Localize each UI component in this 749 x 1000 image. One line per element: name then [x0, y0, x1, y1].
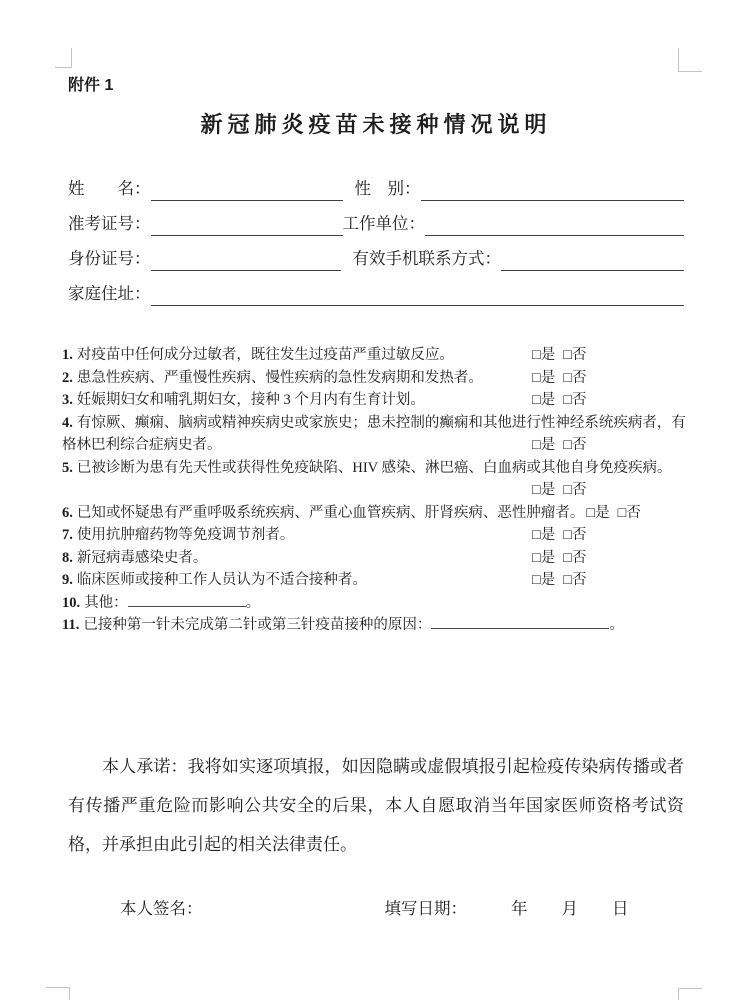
item-9-checkboxes: [532, 569, 587, 592]
address-field[interactable]: [151, 283, 685, 306]
name-gender-row: [68, 166, 684, 201]
item-number: 1.: [62, 347, 73, 363]
no-checkbox[interactable]: □否: [563, 549, 587, 566]
item-text: 已接种第一针未完成第二针或第三针疫苗接种的原因：: [83, 617, 432, 633]
date-label: 填写日期：: [384, 898, 467, 918]
name-label: 姓 名：: [68, 179, 151, 198]
examid-workunit-row: [68, 201, 684, 236]
list-item-10: [62, 592, 690, 615]
month-label: 月: [561, 898, 578, 918]
item-tail: 。: [245, 594, 261, 611]
list-item-1: [62, 344, 690, 367]
item-text: 妊娠期妇女和哺乳期妇女，接种 3 个月内有生育计划。: [76, 392, 425, 408]
no-checkbox[interactable]: □否: [563, 572, 587, 588]
phone-label: 有效手机联系方式：: [352, 249, 501, 268]
list-item-3: [62, 389, 690, 412]
item-number: 5.: [62, 459, 73, 476]
item-text: 有惊厥、癫痫、脑病或精神疾病史或家族史；患未控制的癫痫和其他进行性神经系统疾病者，有格林巴利综合症病史者。: [62, 414, 686, 453]
item-number: 6.: [62, 504, 73, 521]
yes-checkbox[interactable]: □是: [532, 572, 556, 588]
no-checkbox[interactable]: □否: [563, 482, 587, 498]
yes-checkbox[interactable]: □是: [532, 527, 556, 543]
pledge-paragraph: 本人承诺：我将如实逐项填报，如因隐瞒或虚假填报引起检疫传染病传播或者有传播严重危险而影响公共安全的后果，本人自愿取消当年国家医师资格考试资格，并承担由此引起的相关法律责任。: [68, 756, 684, 854]
phone-field[interactable]: [501, 248, 684, 271]
sign-label: 本人签名：: [120, 898, 203, 918]
item-text: 使用抗肿瘤药物等免疫调节剂者。: [76, 527, 295, 543]
address-row: [68, 271, 684, 306]
item-text: 患急性疾病、严重慢性疾病、慢性疾病的急性发病期和发热者。: [76, 369, 483, 386]
item-tail: 。: [609, 617, 624, 633]
list-item-11: [62, 614, 690, 637]
day-label: 日: [612, 898, 629, 918]
item-number: 3.: [62, 392, 73, 408]
personal-info-section: [68, 166, 684, 306]
item-number: 9.: [62, 572, 73, 588]
yes-checkbox[interactable]: □是: [532, 437, 556, 453]
list-item-4: [62, 412, 690, 457]
reason-field[interactable]: [431, 614, 609, 629]
no-checkbox[interactable]: □否: [563, 527, 587, 543]
name-field[interactable]: [151, 178, 343, 201]
item-4-checkboxes: [532, 434, 587, 457]
list-item-2: [62, 367, 690, 390]
document-content: [62, 0, 686, 921]
signature-row: [68, 897, 684, 921]
no-checkbox[interactable]: □否: [563, 437, 587, 453]
item-1-checkboxes: [532, 344, 587, 367]
item-8-checkboxes: [532, 547, 587, 570]
id-number-field[interactable]: [151, 248, 341, 271]
list-item-7: [62, 524, 690, 547]
gender-label: 性 别：: [354, 179, 421, 198]
yes-checkbox[interactable]: □是: [532, 549, 556, 566]
item-text: 临床医师或接种工作人员认为不适合接种者。: [76, 572, 367, 588]
year-label: 年: [511, 898, 528, 918]
item-text: 已知或怀疑患有严重呼吸系统疾病、严重心血管疾病、肝肾疾病、恶性肿瘤者。: [76, 504, 585, 521]
work-unit-label: 工作单位：: [342, 214, 425, 233]
list-item-5: [62, 457, 690, 480]
yes-checkbox[interactable]: □是: [586, 504, 610, 521]
no-checkbox[interactable]: □否: [563, 369, 587, 386]
item-7-checkboxes: [532, 524, 587, 547]
item-text: 对疫苗中任何成分过敏者，既往发生过疫苗严重过敏反应。: [76, 347, 454, 363]
item-2-checkboxes: [532, 367, 587, 390]
idnumber-phone-row: [68, 236, 684, 271]
list-item-8: [62, 547, 690, 570]
item-number: 2.: [62, 369, 73, 386]
item-number: 8.: [62, 549, 73, 566]
item-text: 其他：: [84, 594, 128, 611]
attachment-label: 附件 1: [68, 77, 114, 94]
crop-mark-bottom-left: [46, 987, 70, 1000]
page-title: 新冠肺炎疫苗未接种情况说明: [200, 112, 552, 137]
item-number: 4.: [62, 414, 73, 431]
item-3-checkboxes: [532, 389, 587, 412]
item-number: 11.: [62, 617, 80, 633]
yes-checkbox[interactable]: □是: [532, 369, 556, 386]
item-6-checkboxes: [586, 505, 641, 521]
item-text: 已被诊断为患有先天性或获得性免疫缺陷、HIV 感染、淋巴癌、白血病或其他自身免疫疾病。: [76, 459, 672, 476]
no-checkbox[interactable]: □否: [563, 392, 587, 408]
item-number: 7.: [62, 527, 73, 543]
item-number: 10.: [62, 594, 81, 611]
yes-checkbox[interactable]: □是: [532, 482, 556, 498]
id-number-label: 身份证号：: [68, 249, 151, 268]
exam-id-label: 准考证号：: [68, 214, 151, 233]
other-field[interactable]: [128, 592, 246, 607]
address-label: 家庭住址：: [68, 284, 151, 303]
no-checkbox[interactable]: □否: [563, 347, 587, 363]
gender-field[interactable]: [421, 178, 685, 201]
item-5-checkboxes: [62, 479, 690, 502]
item-text: 新冠病毒感染史者。: [76, 549, 208, 566]
no-checkbox[interactable]: □否: [617, 504, 641, 521]
yes-checkbox[interactable]: □是: [532, 347, 556, 363]
condition-list: [62, 344, 690, 637]
work-unit-field[interactable]: [425, 213, 684, 236]
yes-checkbox[interactable]: □是: [532, 392, 556, 408]
crop-mark-bottom-right: [678, 988, 702, 1000]
list-item-6: [62, 502, 690, 525]
exam-id-field[interactable]: [151, 213, 343, 236]
list-item-9: [62, 569, 690, 592]
